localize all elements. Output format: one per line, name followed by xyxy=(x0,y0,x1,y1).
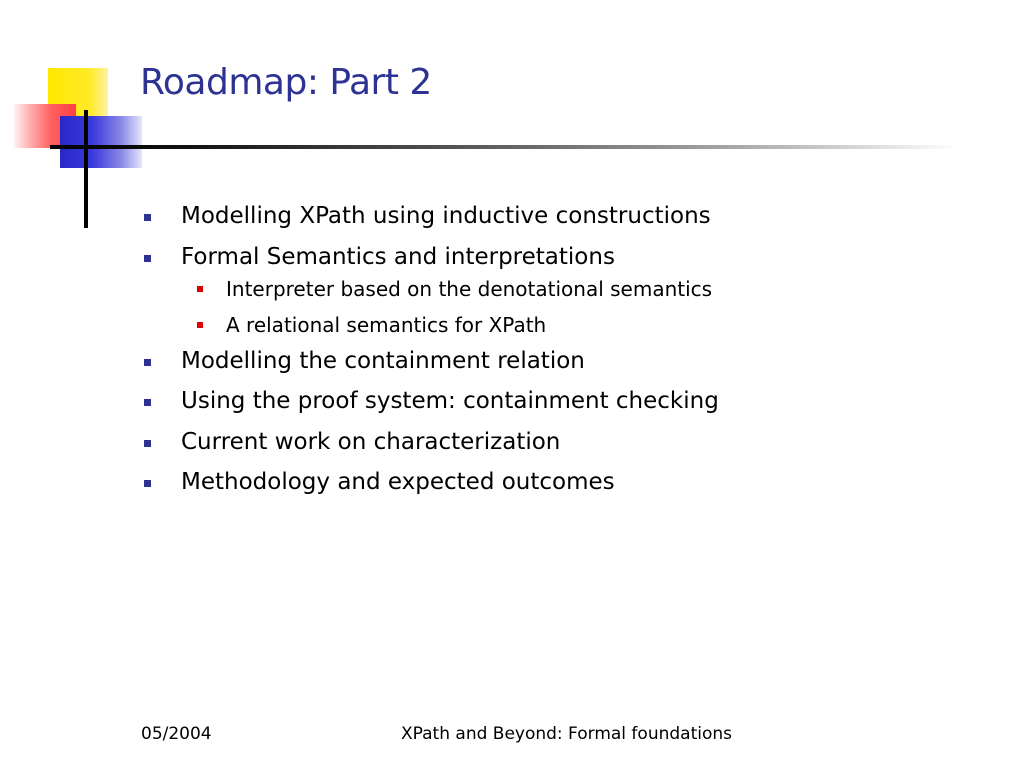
bullet-square-icon xyxy=(144,480,151,487)
title-underline xyxy=(50,145,960,149)
footer-date: 05/2004 xyxy=(141,724,212,744)
bullet-square-icon xyxy=(144,440,151,447)
slide-title: Roadmap: Part 2 xyxy=(140,62,432,103)
bullet-text: Modelling the containment relation xyxy=(181,347,585,374)
sub-bullet-list xyxy=(181,276,1002,339)
sub-bullet-item xyxy=(181,276,1002,302)
bullet-item xyxy=(142,468,1002,496)
bullet-text: Modelling XPath using inductive constructions xyxy=(181,203,711,229)
bullet-square-icon xyxy=(144,255,151,262)
sub-bullet-square-icon xyxy=(197,322,203,328)
bullet-square-icon xyxy=(144,359,151,366)
sub-bullet-text: A relational semantics for XPath xyxy=(226,313,547,338)
bullet-text: Using the proof system: containment checking xyxy=(181,388,719,415)
bullet-text: Methodology and expected outcomes xyxy=(181,469,615,496)
bullet-item xyxy=(142,387,1002,415)
footer-title: XPath and Beyond: Formal foundations xyxy=(401,724,732,744)
bullet-list xyxy=(142,202,1002,509)
bullet-item xyxy=(142,243,1002,339)
bullet-text: Current work on characterization xyxy=(181,428,561,455)
bullet-text: Formal Semantics and interpretations xyxy=(181,243,615,270)
decor-blue-square xyxy=(60,116,142,168)
decor-vertical-line xyxy=(84,110,88,228)
sub-bullet-text: Interpreter based on the denotational semantics xyxy=(226,276,713,301)
bullet-square-icon xyxy=(144,399,151,406)
sub-bullet-square-icon xyxy=(197,286,203,292)
bullet-item xyxy=(142,202,1002,230)
bullet-item xyxy=(142,428,1002,456)
bullet-item xyxy=(142,347,1002,375)
sub-bullet-item xyxy=(181,312,1002,338)
bullet-square-icon xyxy=(144,214,151,221)
